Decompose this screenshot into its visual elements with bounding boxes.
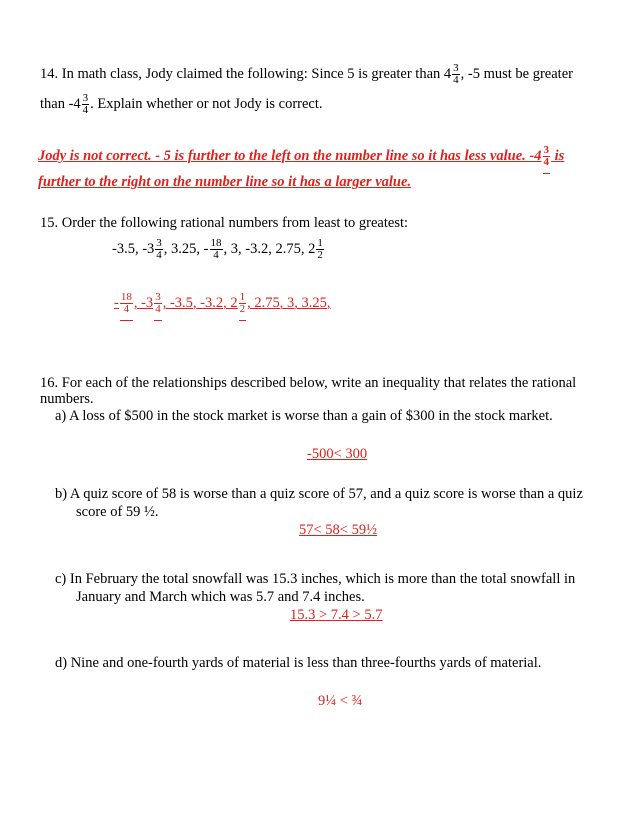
q16c-answer-span: 15.3 > 7.4 > 5.7 — [290, 607, 383, 623]
q16c-answer — [290, 606, 382, 624]
q16b-text-line1 — [55, 485, 583, 503]
q16b-answer — [299, 521, 377, 539]
q15-answer-fraction-2: $\frac{3}{4}$ — [155, 291, 161, 315]
q16-prompt-line1 — [40, 374, 576, 392]
q16c-text-span-2: January and March which was 5.7 and 7.4 inches. — [76, 589, 365, 605]
q16a-answer-span: -500< 300 — [307, 446, 368, 462]
q15-answer-a: - — [114, 294, 119, 311]
q16c-text-span-1: c) In February the total snowfall was 15.3 inches, which is more than the total snowfall in — [55, 571, 576, 587]
q16a-text — [55, 407, 553, 425]
q15-list — [112, 238, 325, 261]
q15-answer-b: , -3 — [133, 294, 154, 311]
q16d-text-span: d) Nine and one-fourth yards of material is less than three-fourths yards of material. — [55, 655, 542, 671]
q15-list-fraction-1: $\frac{3}{4}$ — [156, 237, 162, 261]
q14-answer-text-b: is — [551, 147, 565, 164]
q14-line2 — [40, 93, 323, 116]
q15-answer-fraction-1: $\frac{18}{4}$ — [120, 291, 132, 315]
q16a-text-span: a) A loss of $500 in the stock market is worse than a gain of $300 in the stock market. — [55, 408, 553, 424]
q16-prompt-text-2: numbers. — [40, 391, 94, 407]
q15-prompt — [40, 214, 408, 232]
q16c-text-line2 — [76, 588, 365, 606]
q15-answer-d: , 2.75, 3, 3.25, — [247, 294, 331, 311]
q15-list-fraction-2: $\frac{18}{4}$ — [210, 237, 222, 261]
q14-text-b: , -5 must be greater — [460, 65, 573, 82]
q16-prompt-line2 — [40, 390, 94, 408]
q14-text-c: than -4 — [40, 95, 81, 112]
q15-list-a: -3.5, -3 — [112, 240, 155, 257]
q14-fraction-1: $\frac{3}{4}$ — [453, 62, 459, 86]
q15-prompt-text: 15. Order the following rational numbers from least to greatest: — [40, 215, 409, 231]
q14-answer-line1 — [38, 145, 564, 168]
q15-answer-c: , -3.5, -3.2, 2 — [162, 294, 238, 311]
q16b-answer-span: 57< 58< 59½ — [299, 522, 377, 538]
q16d-answer — [318, 692, 362, 710]
q14-answer-text-a: Jody is not correct. - 5 is further to the left on the number line so it has less value. -4 — [38, 147, 542, 164]
q14-text-d: . Explain whether or not Jody is correct. — [90, 95, 323, 112]
q16d-answer-span: 9¼ < ¾ — [318, 693, 363, 709]
q16c-text-line1 — [55, 570, 575, 588]
q16-prompt-text-1: 16. For each of the relationships described below, write an inequality that relates the rational — [40, 375, 577, 391]
q15-list-b: , 3.25, - — [163, 240, 209, 257]
q15-answer-fraction-3: $\frac{1}{2}$ — [239, 291, 246, 315]
q15-list-c: , 3, -3.2, 2.75, 2 — [223, 240, 316, 257]
q16b-text-span-2: score of 59 ½. — [76, 504, 159, 520]
q14-fraction-2: $\frac{3}{4}$ — [82, 92, 89, 116]
q16a-answer — [307, 445, 367, 463]
q14-line1 — [40, 63, 573, 86]
q15-list-fraction-3: $\frac{1}{2}$ — [317, 237, 323, 261]
q16d-text — [55, 654, 541, 672]
q14-answer-fraction: $\frac{3}{4}$ — [543, 144, 549, 168]
q14-answer-text-c: further to the right on the number line so it has a larger value. — [38, 174, 412, 190]
q15-answer — [114, 292, 330, 315]
q14-text-a: 14. In math class, Jody claimed the following: Since 5 is greater than 4 — [40, 65, 452, 82]
q14-answer-line2 — [38, 173, 411, 191]
q16b-text-span-1: b) A quiz score of 58 is worse than a quiz score of 57, and a quiz score is worse than a quiz — [55, 486, 583, 502]
q16b-text-line2 — [76, 503, 159, 521]
